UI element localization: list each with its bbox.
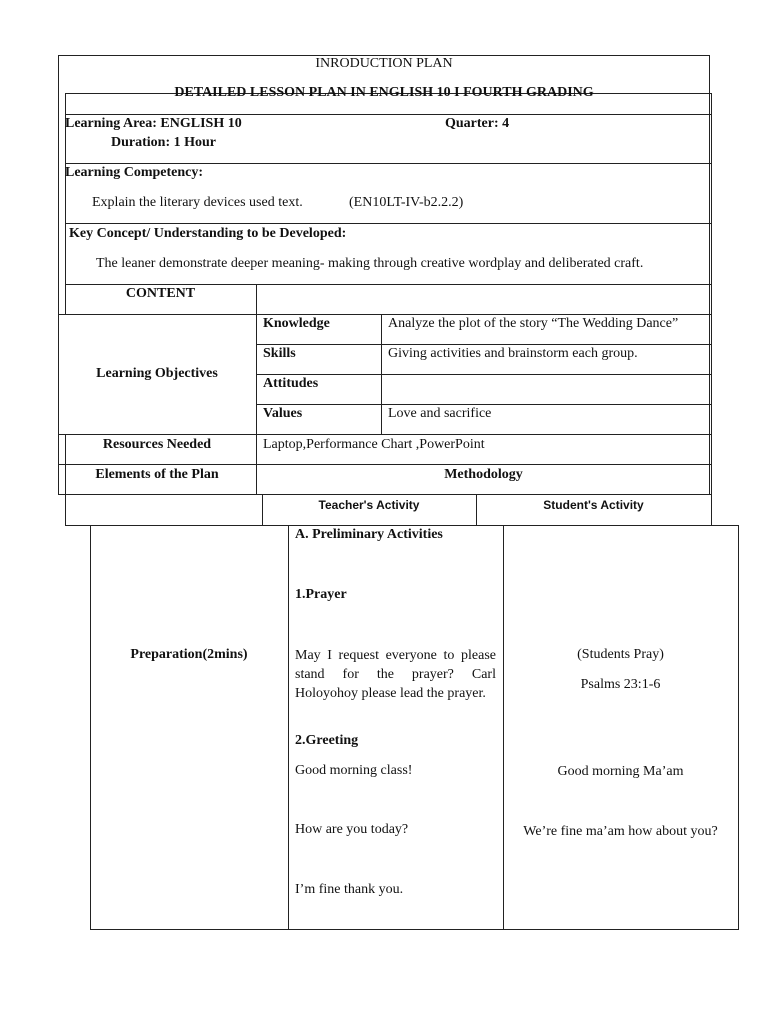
table-line [381, 314, 382, 434]
table-line [503, 525, 504, 929]
duration: Duration: 1 Hour [111, 135, 216, 150]
table-line [65, 284, 712, 285]
student-line: We’re fine ma’am how about you? [523, 824, 718, 839]
resources-value: Laptop,Performance Chart ,PowerPoint [263, 437, 485, 452]
methodology-label: Methodology [444, 467, 523, 482]
table-line [90, 929, 739, 930]
table-line [738, 525, 739, 929]
competency-code: (EN10LT-IV-b2.2.2) [349, 195, 464, 210]
table-line [288, 525, 289, 929]
objective-domain: Attitudes [263, 376, 319, 391]
student-psalm: Psalms 23:1-6 [580, 677, 661, 692]
greeting-title: 2.Greeting [295, 733, 359, 748]
competency-label: Learning Competency: [65, 165, 204, 180]
table-line [711, 93, 712, 525]
table-line [256, 404, 712, 405]
student-pray: (Students Pray) [577, 647, 664, 662]
objectives-label: Learning Objectives [96, 366, 218, 381]
resources-label: Resources Needed [102, 437, 212, 452]
teacher-activity-header: Teacher's Activity [318, 498, 420, 512]
table-line [256, 374, 712, 375]
quarter: Quarter: 4 [445, 116, 510, 131]
preparation-label: Preparation(2mins) [130, 647, 248, 662]
table-line [65, 163, 712, 164]
table-line [90, 525, 91, 929]
objective-domain: Knowledge [263, 316, 330, 331]
prayer-title: 1.Prayer [295, 587, 347, 602]
plan-title: INRODUCTION PLAN [315, 56, 453, 71]
table-line [65, 525, 739, 526]
table-line [58, 434, 712, 435]
table-line [58, 314, 712, 315]
objective-domain: Skills [263, 346, 296, 361]
teacher-line: How are you today? [295, 822, 409, 837]
table-line [58, 494, 712, 495]
objective-text: Giving activities and brainstorm each group. [388, 346, 638, 361]
table-line [65, 223, 712, 224]
teacher-line: Good morning class! [295, 763, 413, 778]
table-line [256, 344, 712, 345]
table-line [58, 464, 712, 465]
teacher-line: I’m fine thank you. [295, 882, 404, 897]
objective-text: Analyze the plot of the story “The Wedding Dance” [388, 316, 679, 331]
objective-domain: Values [263, 406, 303, 421]
table-border-left [58, 55, 59, 495]
content-label: CONTENT [125, 286, 196, 301]
elements-label: Elements of the Plan [95, 467, 219, 482]
learning-area: Learning Area: ENGLISH 10 [65, 116, 242, 131]
preliminary-title: A. Preliminary Activities [295, 527, 443, 542]
table-line [65, 114, 712, 115]
prayer-text: May I request everyone to please stand for the prayer? Carl Holoyohoy please lead the prayer. [295, 648, 496, 701]
plan-subtitle: DETAILED LESSON PLAN IN ENGLISH 10 I FOURTH GRADING [174, 85, 594, 100]
key-concept-label: Key Concept/ Understanding to be Developed: [69, 226, 347, 241]
table-line [256, 284, 257, 494]
table-border-right [709, 55, 710, 495]
student-line: Good morning Ma’am [557, 764, 684, 779]
key-concept-text: The leaner demonstrate deeper meaning- making through creative wordplay and deliberated craft. [96, 256, 644, 271]
student-activity-header: Student's Activity [543, 498, 644, 512]
competency-text: Explain the literary devices used text. [92, 195, 303, 210]
objective-text: Love and sacrifice [388, 406, 492, 421]
